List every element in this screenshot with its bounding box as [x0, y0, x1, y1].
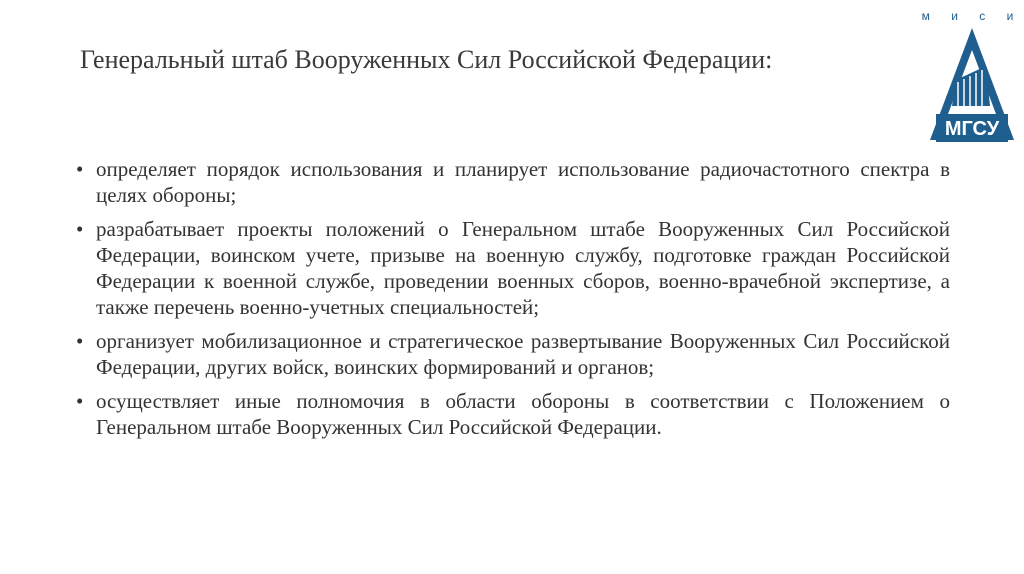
bullet-item [76, 388, 950, 440]
bullet-text: осуществляет иные полномочия в области обороны в соответствии с Положением о Генеральном штабе Вооруженных Сил Российской Федерации. [96, 389, 950, 439]
bullet-icon: • [76, 329, 84, 353]
bullet-text: разрабатывает проекты положений о Генеральном штабе Вооруженных Сил Российской Федерации, воинском учете, призыве на военную службу, подготовке граждан Российской Федерации к военной службе, проведении военных сборов, военно-врачебной экспертизе, а также перечень военно-учетных специальностей; [96, 217, 950, 319]
bullet-item [76, 328, 950, 380]
svg-text:м и с и: м и с и [921, 9, 1023, 23]
bullet-icon: • [76, 217, 84, 241]
bullet-icon: • [76, 157, 84, 181]
bullet-text: определяет порядок использования и планирует использование радиочастотного спектра в целях обороны; [96, 157, 950, 207]
slide-title: Генеральный штаб Вооруженных Сил Российской Федерации: [80, 45, 773, 74]
bullet-list [76, 156, 950, 448]
bullet-item [76, 216, 950, 320]
svg-text:МГСУ: МГСУ [944, 118, 1000, 140]
bullet-item [76, 156, 950, 208]
bullet-text: организует мобилизационное и стратегическое развертывание Вооруженных Сил Российской Федерации, других войск, воинских формирований и органов; [96, 329, 950, 379]
mgsu-logo-graphic [921, 2, 1023, 152]
bullet-icon: • [76, 389, 84, 413]
mgsu-logo [921, 2, 1023, 152]
